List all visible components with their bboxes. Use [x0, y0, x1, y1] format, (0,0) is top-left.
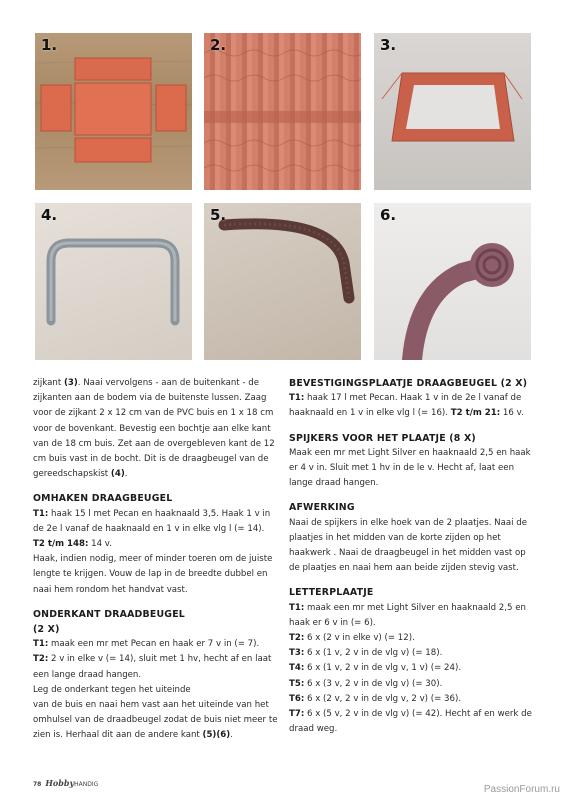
photo-5-covered-handle	[204, 203, 361, 360]
brand-suffix: HANDIG	[74, 781, 99, 788]
page-footer	[33, 778, 98, 788]
instruction-row: T3: 6 x (1 v, 2 v in de vlg v) (= 18).	[289, 648, 443, 659]
instruction-row: T5: 6 x (3 v, 2 v in de vlg v) (= 30).	[289, 678, 443, 689]
section-heading-spijkers: SPIJKERS VOOR HET PLAATJE (8 X)	[289, 432, 476, 444]
instruction-t1: T1: haak 15 l met Pecan en haaknaald 3,5. Haak 1 v in de 2e l vanaf de haaknaald en 1 v in elke vlg l (= 14).	[33, 508, 271, 534]
handle-end-illustration	[374, 203, 531, 360]
photo-3-crochet-box	[374, 33, 531, 190]
photo-number: 6.	[380, 206, 397, 224]
instruction-text: Maak een mr met Light Silver en haaknaald 2,5 en haak er 4 v in. Sluit met 1 hv in de le v. Hecht af, laat een lange draad hangen.	[289, 447, 531, 489]
instruction-row: T2: 6 x (2 v in elke v) (= 12).	[289, 633, 415, 644]
instruction-line: Leg de onderkant tegen het uiteinde	[33, 684, 191, 695]
right-column	[289, 376, 535, 737]
section-heading-afwerking: AFWERKING	[289, 502, 355, 514]
instruction-t1: T1: maak een mr met Pecan en haak er 7 v in (= 7).	[33, 639, 260, 650]
section-heading-letterplaatje: LETTERPLAATJE	[289, 587, 374, 599]
photo-6-handle-end-closeup	[374, 203, 531, 360]
crochet-box-illustration	[374, 33, 531, 190]
instruction-note: Haak, indien nodig, meer of minder toeren om de juiste lengte te krijgen. Vouw de lap in de breedte dubbel en naai hem rondom het handvat vast.	[33, 554, 273, 595]
photo-number: 1.	[41, 36, 58, 54]
instruction-t2: T2 t/m 148: 14 v.	[33, 539, 112, 550]
instruction-t2: T2: 2 v in elke v (= 14), sluit met 1 hv, hecht af en laat een lange draad hangen.	[33, 654, 272, 680]
instruction-t1-t2: T1: haak 17 l met Pecan. Haak 1 v in de 2e l vanaf de haaknaald en 1 v in elke vlg l (= 16). T2 t/m 21: 16 v.	[289, 393, 524, 419]
crochet-panels-illustration	[35, 33, 192, 190]
instruction-row: T4: 6 x (1 v, 2 v in de vlg v, 1 v) (= 24).	[289, 663, 462, 674]
photo-2-crochet-stitch-closeup	[204, 33, 361, 190]
page-number: 78	[33, 781, 42, 788]
instruction-line: van de buis en naai hem vast aan het uiteinde van het omhulsel van de draadbeugel zodat de buis niet meer te zien is. Herhaal dit aan de andere kant (5)(6).	[33, 700, 278, 741]
pvc-handle-illustration	[35, 203, 192, 360]
covered-handle-illustration	[204, 203, 361, 360]
section-subheading-onderkant: (2 X)	[33, 624, 60, 636]
stitch-texture	[204, 33, 361, 190]
photo-number: 4.	[41, 206, 58, 224]
instruction-row: T1: maak een mr met Light Silver en haaknaald 2,5 en haak er 6 v in (= 6).	[289, 602, 526, 628]
photo-number: 3.	[380, 36, 397, 54]
photo-number: 5.	[210, 206, 227, 224]
instruction-text: Naai de spijkers in elke hoek van de 2 plaatjes. Naai de plaatjes in het midden van de korte zijden op het haakwerk . Naai de draagbeugel in het midden vast op de plaatjes en naai hem aan beide zijden stevig vast.	[289, 517, 527, 574]
intro-paragraph: zijkant (3). Naai vervolgens - aan de buitenkant - de zijkanten aan de bodem via de buitenste lussen. Zaag voor de zijkant 2 x 12 cm van de PVC buis en 1 x 18 cm voor de bovenkant. Bevestig een bochtje aan elke kant van de 18 cm buis. Zet aan de overgebleven kant de 12 cm buis vast in de bocht. Dit is de draagbeugel van de gereedschapskist (4).	[33, 378, 275, 480]
section-heading-omhaken: OMHAKEN DRAAGBEUGEL	[33, 493, 173, 505]
photo-1-crochet-panels	[35, 33, 192, 190]
photo-number: 2.	[210, 36, 227, 54]
instruction-row: T6: 6 x (2 v, 2 v in de vlg v, 2 v) (= 36).	[289, 693, 462, 704]
photo-4-pvc-handle	[35, 203, 192, 360]
instruction-row: T7: 6 x (5 v, 2 v in de vlg v) (= 42). Hecht af en werk de draad weg.	[289, 709, 532, 735]
watermark: PassionForum.ru	[483, 784, 560, 795]
left-column	[33, 376, 283, 744]
section-heading-onderkant: ONDERKANT DRAADBEUGEL	[33, 608, 185, 620]
section-heading-bevestigings: BEVESTIGINGSPLAATJE DRAAGBEUGEL (2 X)	[289, 378, 528, 389]
brand-logo: Hobby	[45, 778, 75, 788]
